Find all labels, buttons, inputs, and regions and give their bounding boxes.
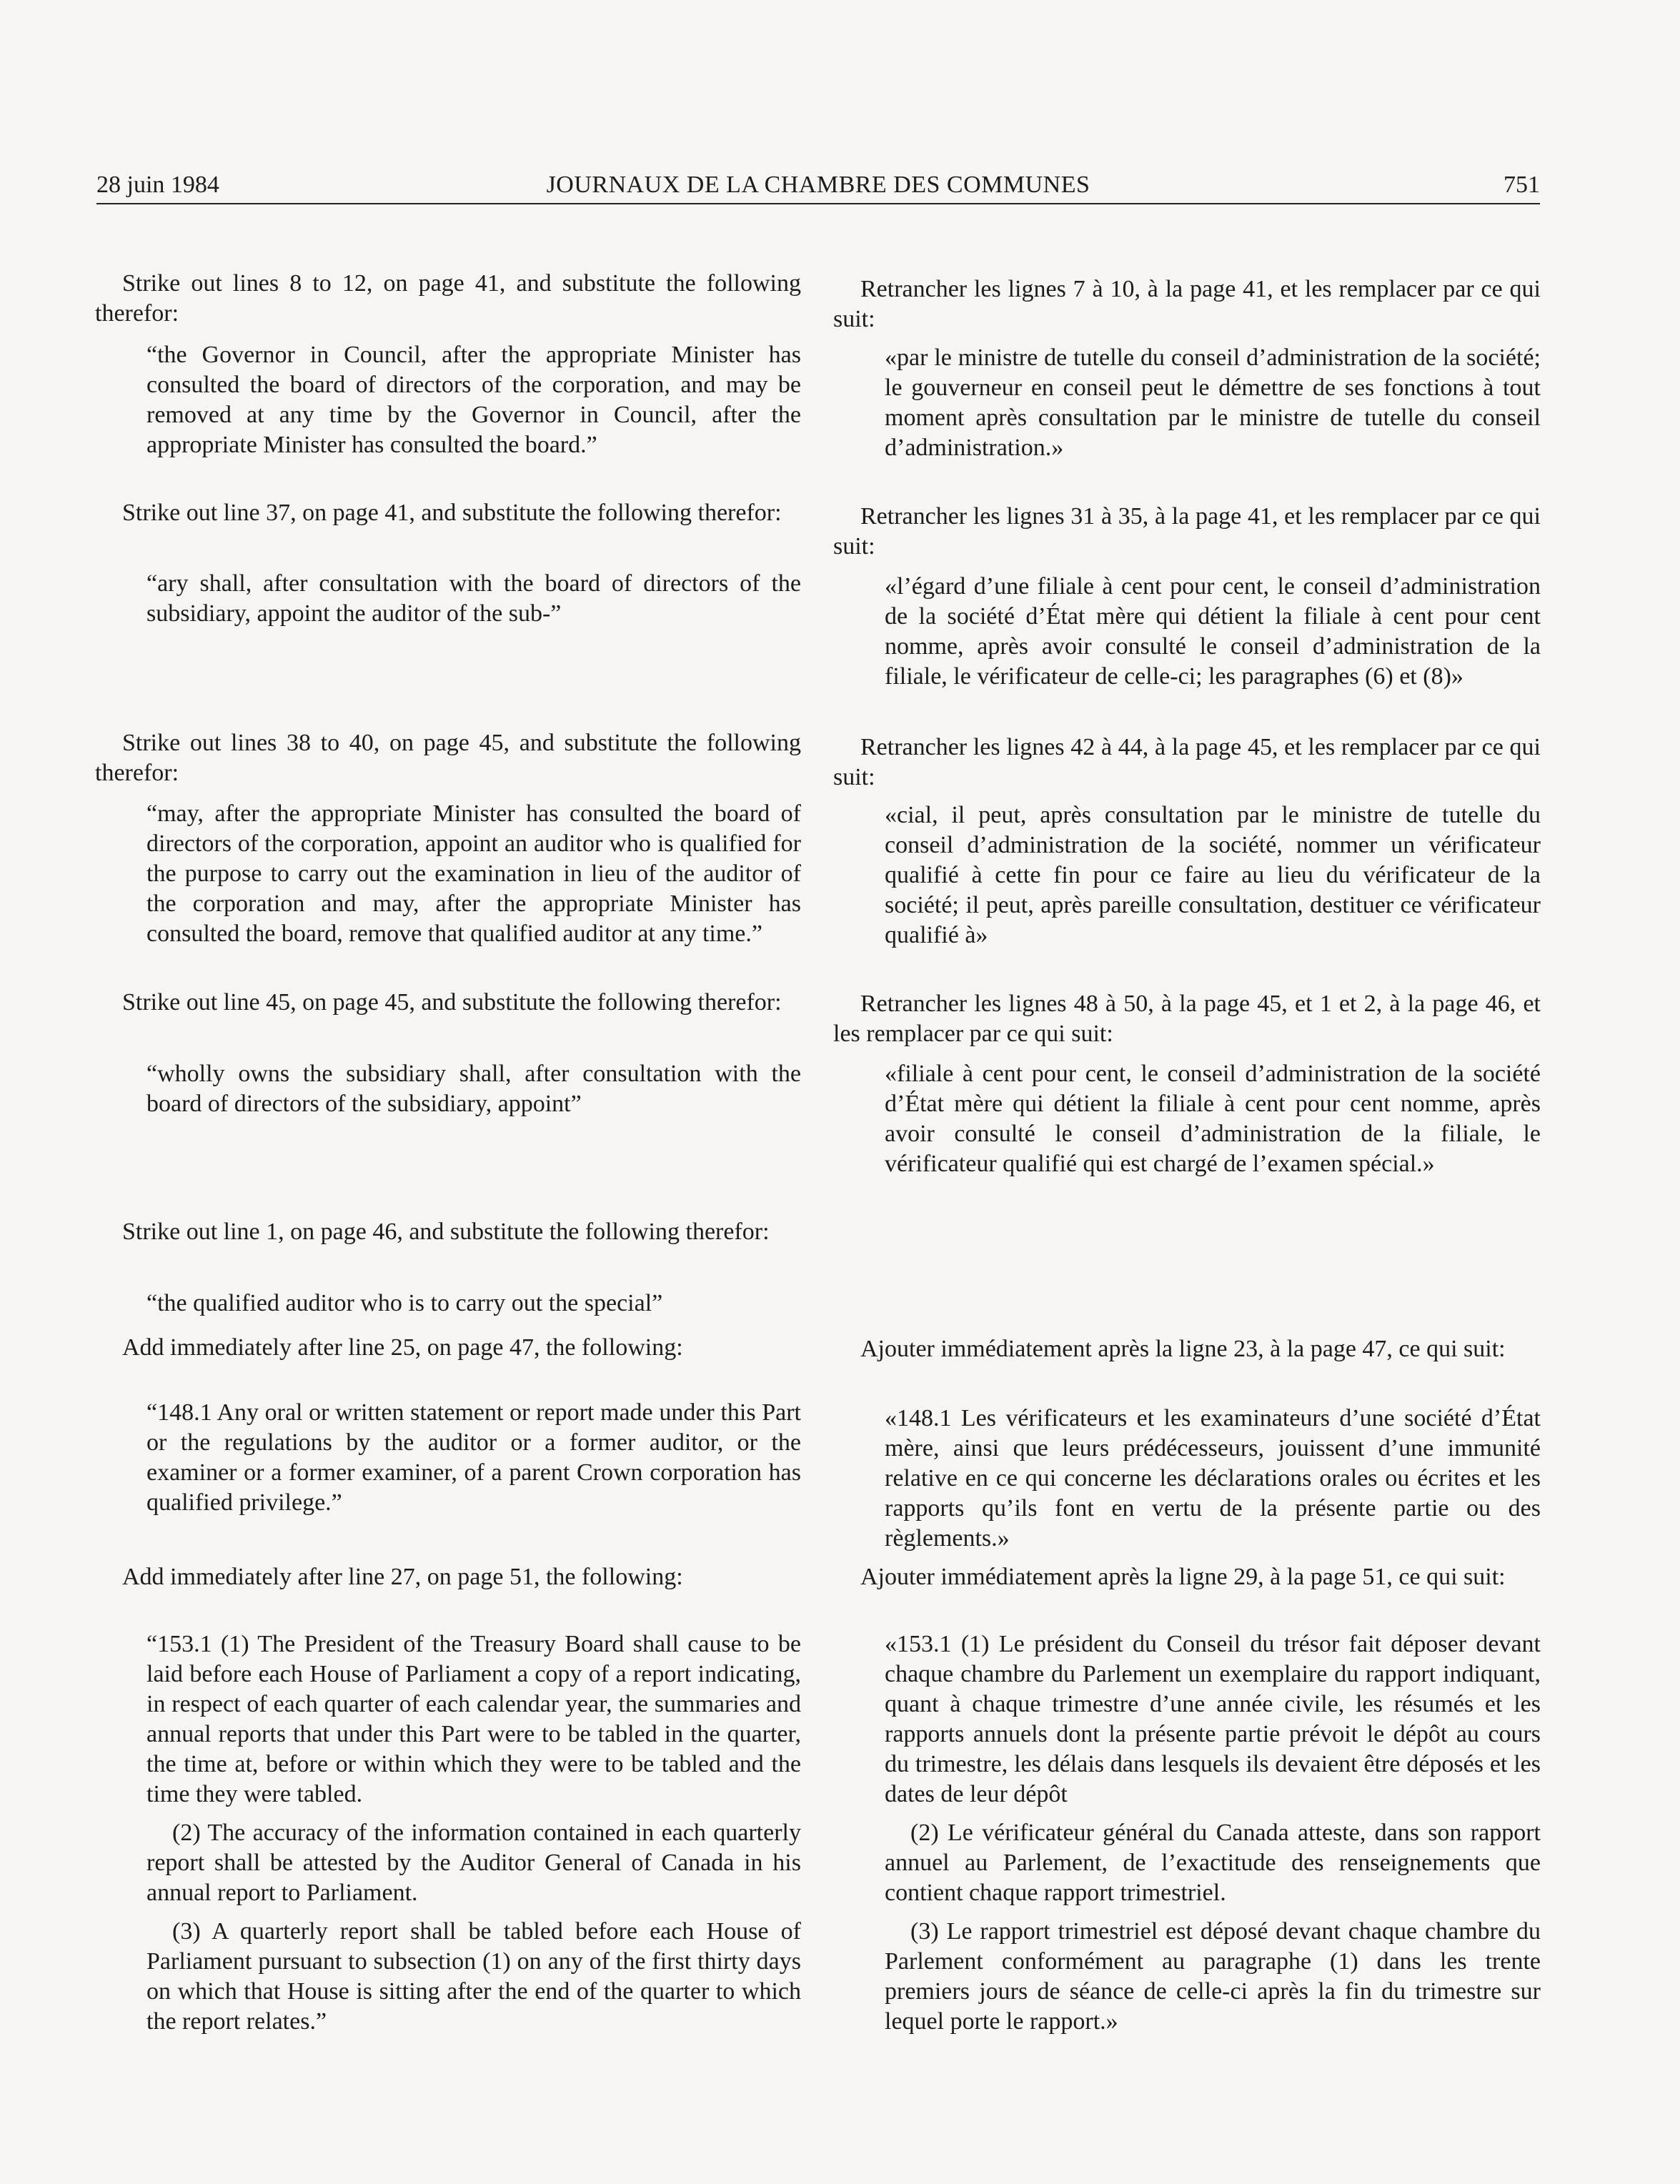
amendment-paragraph: «filiale à cent pour cent, le conseil d’administration de la société d’État mère qui détient la filiale à cent pour cent nomme, après avoir consulté le conseil d’administration de la filiale, le vérificateur qualifié qui est chargé de l’examen spécial.» bbox=[885, 1061, 1541, 1177]
amendment-paragraph: «par le ministre de tutelle du conseil d’administration de la société; le gouverneur en conseil peut le démettre de ses fonctions à tout moment après consultation par le ministre de tutelle du conseil d’administration.» bbox=[885, 344, 1541, 461]
amendment-paragraph: “the Governor in Council, after the appropriate Minister has consulted the board of directors of the corporation, and may be removed at any time by the Governor in Council, after the appropriate Minister has consulted the board.” bbox=[146, 342, 801, 458]
amendment-text bbox=[833, 1404, 1541, 1554]
amendment-text bbox=[833, 343, 1541, 463]
amendment-instruction: Strike out line 45, on page 45, and substitute the following therefor: bbox=[122, 989, 782, 1016]
amendment-instruction: Ajouter immédiatement après la ligne 23, à la page 47, ce qui suit: bbox=[860, 1336, 1506, 1362]
amendment-instruction: Retrancher les lignes 42 à 44, à la page 45, et les remplacer par ce qui suit: bbox=[833, 734, 1541, 790]
amendment-text bbox=[95, 1059, 801, 1119]
amendment-paragraph: “may, after the appropriate Minister has consulted the board of directors of the corporation, appoint an auditor who is qualified for the purpose to carry out the examination in lieu of the auditor of the corporation and may, after the appropriate Minister has consulted the board, remove that qualified auditor at any time.” bbox=[146, 800, 801, 947]
page-number: 751 bbox=[1503, 172, 1540, 198]
amendment-instruction: Ajouter immédiatement après la ligne 29, à la page 51, ce qui suit: bbox=[860, 1564, 1506, 1590]
amendment-text bbox=[95, 799, 801, 949]
amendment-paragraph: «153.1 (1) Le président du Conseil du trésor fait déposer devant chaque chambre du Parlement un exemplaire du rapport indiquant, quant à chaque trimestre d’une année civile, les résumés et les rapports annuels dont la présente partie prévoit le dépôt au cours du trimestre, les délais dans lesquels ils devaient être déposés et les dates de leur dépôt bbox=[885, 1631, 1541, 1807]
amendment-paragraph: “ary shall, after consultation with the board of directors of the subsidiary, appoint the auditor of the sub-” bbox=[146, 570, 801, 627]
amendment-paragraph: «cial, il peut, après consultation par le ministre de tutelle du conseil d’administration de la société, nommer un vérificateur qualifié à cette fin pour ce faire au lieu du vérificateur de la société; il peut, après pareille consultation, destituer ce vérificateur qualifié à» bbox=[885, 802, 1541, 948]
page-header bbox=[96, 167, 1540, 204]
amendment-paragraph: «148.1 Les vérificateurs et les examinateurs d’une société d’État mère, ainsi que leurs prédécesseurs, jouissent d’une immunité relative en ce qui concerne les déclarations orales ou écrites et les rapports qu’ils font en vertu de la présente partie ou des règlements.» bbox=[885, 1405, 1541, 1552]
amendment-text bbox=[95, 1398, 801, 1518]
amendment-paragraph: (3) A quarterly report shall be tabled before each House of Parliament pursuant to subsection (1) on any of the first thirty days on which that House is sitting after the end of the quarter to which the report relates.” bbox=[146, 1918, 801, 2035]
amendment-paragraph: “153.1 (1) The President of the Treasury Board shall cause to be laid before each House of Parliament a copy of a report indicating, in respect of each quarter of each calendar year, the summaries and annual reports that under this Part were to be tabled in the quarter, the time at, before or within which they were to be tabled and the time they were tabled. bbox=[146, 1631, 801, 1807]
amendment-text bbox=[95, 1289, 801, 1319]
amendment-instruction: Strike out lines 38 to 40, on page 45, and substitute the following therefor: bbox=[95, 730, 801, 786]
amendment-instruction: Retrancher les lignes 7 à 10, à la page 41, et les remplacer par ce qui suit: bbox=[833, 276, 1541, 332]
amendment-text bbox=[833, 800, 1541, 950]
amendment-paragraph: (3) Le rapport trimestriel est déposé devant chaque chambre du Parlement conformément au paragraphe (1) dans les trente premiers jours de séance de celle-ci après la fin du trimestre sur lequel porte le rapport.» bbox=[885, 1918, 1541, 2035]
amendment-paragraph: “wholly owns the subsidiary shall, after consultation with the board of directors of the subsidiary, appoint” bbox=[146, 1061, 801, 1117]
amendment-instruction: Strike out line 1, on page 46, and substitute the following therefor: bbox=[122, 1218, 770, 1245]
amendment-text bbox=[95, 569, 801, 629]
amendment-instruction: Retrancher les lignes 48 à 50, à la page 45, et 1 et 2, à la page 46, et les remplacer par ce qui suit: bbox=[833, 991, 1541, 1047]
amendment-paragraph: (2) Le vérificateur général du Canada atteste, dans son rapport annuel au Parlement, de l’exactitude des renseignements que contient chaque rapport trimestriel. bbox=[885, 1820, 1541, 1906]
amendment-text bbox=[833, 1629, 1541, 2037]
amendment-text bbox=[833, 1059, 1541, 1179]
amendment-paragraph: “148.1 Any oral or written statement or report made under this Part or the regulations by the auditor or a former auditor, or the examiner or a former examiner, of a parent Crown corporation has qualified privilege.” bbox=[146, 1399, 801, 1516]
amendment-instruction: Strike out line 37, on page 41, and substitute the following therefor: bbox=[122, 500, 782, 526]
amendment-paragraph: «l’égard d’une filiale à cent pour cent, le conseil d’administration de la société d’État mère qui détient la filiale à cent pour cent nomme, après avoir consulté le conseil d’administration de la filiale, le vérificateur de celle-ci; les paragraphes (6) et (8)» bbox=[885, 573, 1541, 690]
amendment-text bbox=[833, 572, 1541, 692]
amendment-text bbox=[95, 340, 801, 460]
amendment-instruction: Retrancher les lignes 31 à 35, à la page 41, et les remplacer par ce qui suit: bbox=[833, 503, 1541, 560]
amendment-instruction: Add immediately after line 25, on page 47, the following: bbox=[122, 1334, 683, 1361]
amendment-paragraph: “the qualified auditor who is to carry out the special” bbox=[146, 1290, 663, 1316]
amendment-text bbox=[95, 1629, 801, 2037]
amendment-instruction: Strike out lines 8 to 12, on page 41, and substitute the following therefor: bbox=[95, 270, 801, 327]
amendment-instruction: Add immediately after line 27, on page 51, the following: bbox=[122, 1564, 683, 1590]
amendment-paragraph: (2) The accuracy of the information contained in each quarterly report shall be attested by the Auditor General of Canada in his annual report to Parliament. bbox=[146, 1820, 801, 1906]
header-date: 28 juin 1984 bbox=[96, 172, 219, 198]
header-title: JOURNAUX DE LA CHAMBRE DES COMMUNES bbox=[546, 172, 1090, 198]
